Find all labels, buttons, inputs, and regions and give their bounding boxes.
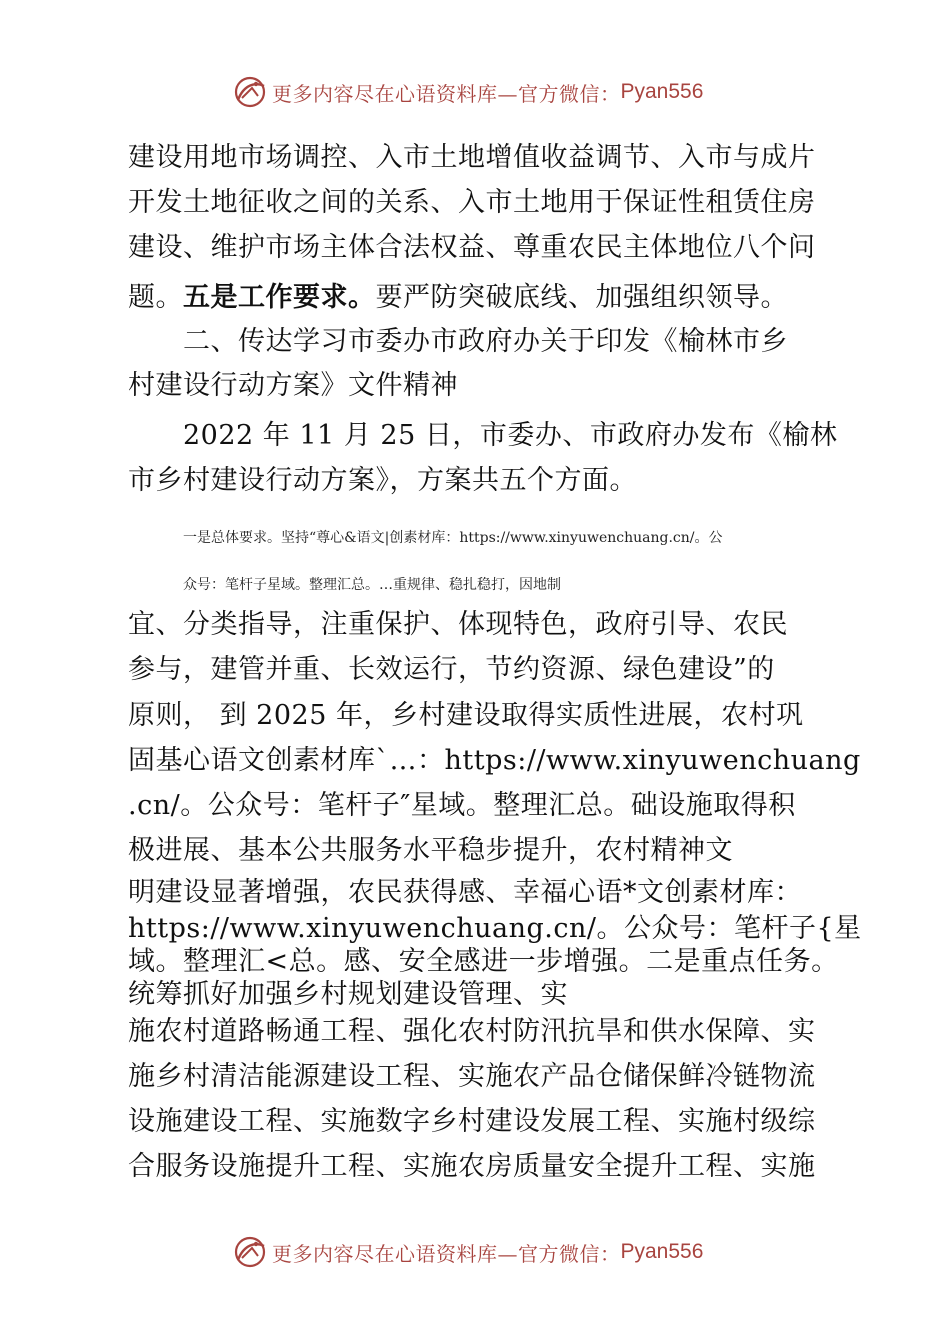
body-line: https://www.xinyuwenchuang.cn/。公众号：笔杆子{星 (128, 913, 862, 944)
body-line: 固基心语文创素材库`…：https://www.xinyuwenchuang (128, 745, 861, 776)
small-line: 一是总体要求。坚持“尊心&语文|创素材库：https://www.xinyuwenchuang.cn/。公 (183, 530, 723, 546)
body-line: 域。整理汇<总。感、安全感进一步增强。二是重点任务。 (128, 946, 839, 977)
body-line-mixed (128, 278, 788, 318)
watermark-banner-top (232, 72, 732, 112)
watermark-text: 更多内容尽在心语资料库—官方微信： (272, 81, 621, 106)
watermark-handle: Pyan556 (620, 80, 704, 103)
section-heading: 村建设行动方案》文件精神 (128, 370, 458, 401)
body-text: 题。 (128, 282, 183, 313)
watermark-banner-bottom (232, 1232, 732, 1272)
body-line: 参与，建管并重、长效运行，节约资源、绿色建设”的 (128, 654, 775, 685)
bold-heading: 五是工作要求。 (183, 282, 376, 313)
body-line: 宜、分类指导，注重保护、体现特色，政府引导、农民 (128, 609, 788, 640)
body-line: 极进展、基本公共服务水平稳步提升，农村精神文 (128, 835, 733, 866)
watermark-logo-icon (232, 1234, 268, 1270)
body-line: 施农村道路畅通工程、强化农村防汛抗旱和供水保障、实 (128, 1016, 816, 1047)
body-line: 施乡村清洁能源建设工程、实施农产品仓储保鲜冷链物流 (128, 1061, 816, 1092)
watermark-text: 更多内容尽在心语资料库—官方微信： (272, 1241, 621, 1266)
body-line: 建设用地市场调控、入市土地增值收益调节、入市与成片 (128, 142, 816, 173)
body-line: 建设、维护市场主体合法权益、尊重农民主体地位八个问 (128, 232, 816, 263)
section-heading: 二、传达学习市委办市政府办关于印发《榆林市乡 (183, 326, 788, 357)
body-line: 设施建设工程、实施数字乡村建设发展工程、实施村级综 (128, 1106, 816, 1137)
body-line: .cn/。公众号：笔杆子″星域。整理汇总。础设施取得积 (128, 790, 796, 821)
body-line: 原则， 到 2025 年，乡村建设取得实质性进展，农村巩 (128, 700, 804, 731)
body-line: 市乡村建设行动方案》，方案共五个方面。 (128, 465, 637, 496)
small-line: 众号：笔杆子星域。整理汇总。…重规律、稳扎稳打，因地制 (183, 577, 561, 593)
body-text: 要严防突破底线、加强组织领导。 (375, 282, 788, 313)
body-line: 明建设显著增强，农民获得感、幸福心语*文创素材库： (128, 877, 802, 908)
body-line: 统筹抓好加强乡村规划建设管理、实 (128, 979, 568, 1010)
body-line: 2022 年 11 月 25 日，市委办、市政府办发布《榆林 (183, 420, 838, 451)
watermark-logo-icon (232, 74, 268, 110)
body-line: 合服务设施提升工程、实施农房质量安全提升工程、实施 (128, 1151, 816, 1182)
watermark-handle: Pyan556 (620, 1240, 704, 1263)
body-line: 开发土地征收之间的关系、入市土地用于保证性租赁住房 (128, 187, 816, 218)
